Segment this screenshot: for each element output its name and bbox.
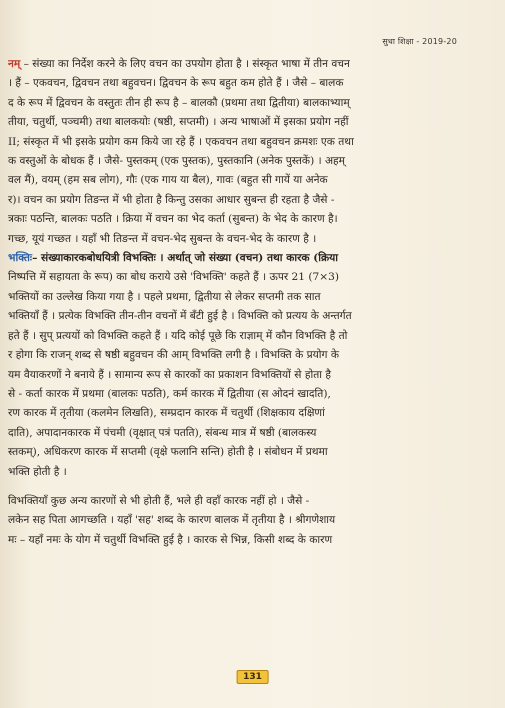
line-text: द के रूप में द्विवचन के वस्तुतः तीन ही रूप है – बालकौ (प्रथमा तथा द्वितीया) बालकाभ्याम् (8, 96, 350, 109)
text-line (8, 366, 478, 385)
line-text: भक्तियों का उल्लेख किया गया है । पहले प्रथमा, द्वितीया से लेकर सप्तमी तक सात (8, 290, 321, 303)
line-text: गच्छ, यूयं गच्छत । यहाँ भी तिङन्त में वचन-भेद सुबन्त के वचन-भेद के कारण है । (8, 232, 317, 245)
text-line (8, 531, 478, 550)
line-text: भक्ति होती है । (8, 465, 67, 478)
line-text: निष्पत्ति में सहायता के रूप) का बोध कराये उसे 'विभक्ति' कहते हैं । ऊपर 21 (7×3) (8, 271, 340, 284)
line-text: त्रकाः पठन्ति, बालकः पठति । क्रिया में वचन का भेद कर्ता (सुबन्त) के भेद के कारण है। (8, 213, 338, 226)
text-line (8, 463, 478, 482)
text-line (8, 152, 478, 171)
text-line (8, 511, 478, 530)
line-text: II; संस्कृत में भी इसके प्रयोग कम किये जा रहे हैं । एकवचन तथा बहुवचन क्रमशः एक तथा (8, 135, 354, 148)
line-text: से - कर्ता कारक में प्रथमा (बालकः पठति), कर्म कारक में द्वितीया (स ओदनं खादति), (8, 387, 331, 400)
text-line (8, 249, 478, 268)
text-line (8, 443, 478, 462)
line-text: – संख्याकारकबोधयित्री विभक्तिः । अर्थात् जो संख्या (वचन) तथा कारक (क्रिया (32, 252, 339, 265)
text-line (8, 171, 478, 190)
text-line (8, 133, 478, 152)
text-line (8, 385, 478, 404)
text-line (8, 94, 478, 113)
line-text: क वस्तुओं के बोधक हैं । जैसे- पुस्तकम् (एक पुस्तक), पुस्तकानि (अनेक पुस्तकें) । अहम् (8, 155, 346, 168)
line-text: लकेन सह पिता आगच्छति । यहाँ 'सह' शब्द के कारण बालक में तृतीया है । श्रीगणेशाय (8, 514, 336, 527)
text-line (8, 346, 478, 365)
body-text (8, 55, 478, 550)
text-line (8, 191, 478, 210)
line-text: र)। वचन का प्रयोग तिङन्त में भी होता है किन्तु उसका आधार सुबन्त ही रहता है जैसे - (8, 193, 335, 206)
line-text: रण कारक में तृतीया (कलमेन लिखति), सम्प्रदान कारक में चतुर्थी (शिक्षकाय दक्षिणां (8, 407, 325, 420)
text-line (8, 230, 478, 249)
line-text: स्तकम्), अधिकरण कारक में सप्तमी (वृक्षे फलानि सन्ति) होती है । संबोधन में प्रथमा (8, 446, 328, 459)
page-number: 131 (236, 670, 269, 684)
text-line (8, 492, 478, 511)
highlighted-term: नम् (8, 58, 21, 70)
line-text: वल मैं), वयम् (हम सब लोग), गौः (एक गाय या बैल), गावः (बहुत सी गायें या अनेक (8, 174, 328, 187)
highlighted-term: भक्तिः (8, 252, 33, 265)
text-line (8, 424, 478, 443)
line-text: । हैं – एकवचन, द्विवचन तथा बहुवचन। द्विवचन के रूप बहुत कम होते हैं । जैसे – बालक (8, 77, 344, 90)
line-text: तीया, चतुर्थी, पञ्चमी) तथा बालकयोः (षष्ठी, सप्तमी) । अन्य भाषाओं में इसका प्रयोग नहीं (8, 116, 349, 129)
line-text: भक्तियाँ हैं । प्रत्येक विभक्ति तीन-तीन वचनों में बँटी हुई है । विभक्ति को प्रत्यय के अन्तर्गत (8, 310, 352, 323)
page-header: सुधा शिक्षा - 2019-20 (382, 37, 457, 46)
line-text: मः – यहाँ नमः के योग में चतुर्थी विभक्ति हुई है । कारक से भिन्न, किसी शब्द के कारण (8, 533, 333, 546)
text-line (8, 210, 478, 229)
text-line (8, 74, 478, 93)
line-text: हते हैं । सुप् प्रत्ययों को विभक्ति कहते हैं । यदि कोई पूछे कि राज्ञाम् में कौन विभक्ति है तो (8, 329, 348, 342)
line-text: यम वैयाकरणों ने बनाये हैं । सामान्य रूप से कारकों का प्रकाशन विभक्तियों से होता है (8, 368, 331, 381)
text-line (8, 268, 478, 287)
text-line (8, 307, 478, 326)
line-text: विभक्तियाँ कुछ अन्य कारणों से भी होती हैं, भले ही वहाँ कारक नहीं हो । जैसे - (8, 494, 310, 507)
text-line (8, 113, 478, 132)
line-text: र होगा कि राजन् शब्द से षष्ठी बहुवचन की आम् विभक्ति लगी है । विभक्ति के प्रयोग के (8, 349, 339, 362)
text-line (8, 55, 478, 74)
line-text: – संख्या का निर्देश करने के लिए वचन का उपयोग होता है । संस्कृत भाषा में तीन वचन (20, 58, 350, 70)
text-line (8, 288, 478, 307)
text-line (8, 327, 478, 346)
text-line (8, 404, 478, 423)
line-text: दाति), अपादानकारक में पंचमी (वृक्षात् पत्रं पतति), संबन्ध मात्र में षष्ठी (बालकस्य (8, 426, 317, 439)
